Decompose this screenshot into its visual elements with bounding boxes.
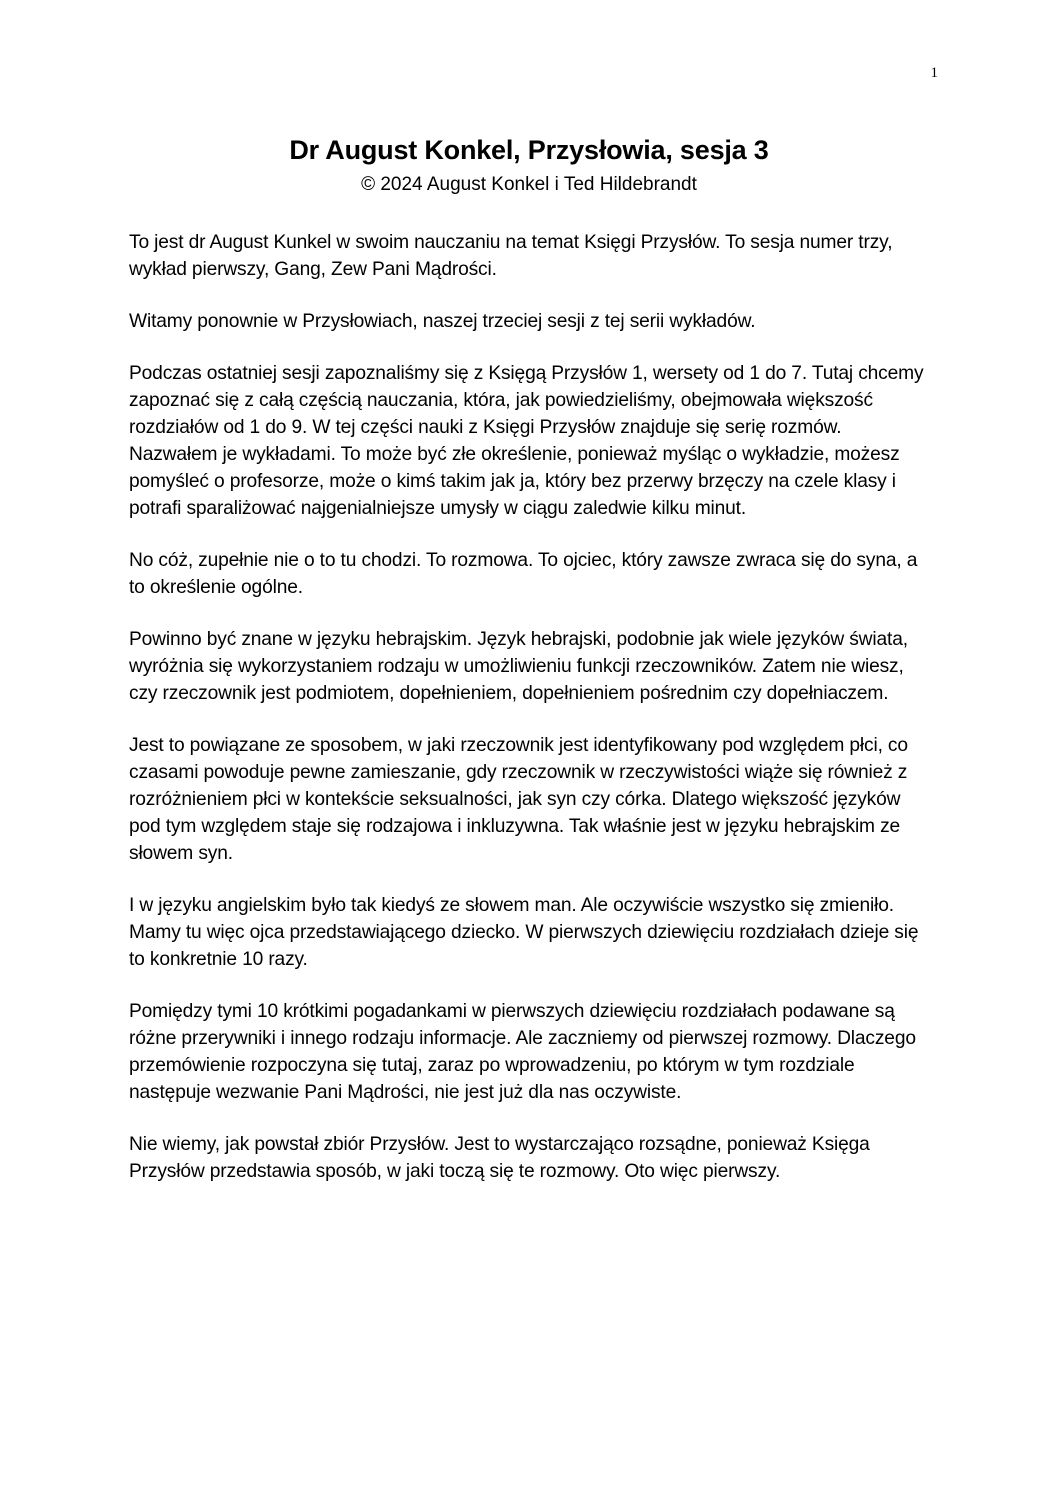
paragraph: Witamy ponownie w Przysłowiach, naszej trzeciej sesji z tej serii wykładów. — [129, 311, 756, 332]
document-title: Dr August Konkel, Przysłowia, sesja 3 — [289, 135, 769, 165]
page-number: 1 — [930, 65, 938, 81]
paragraph: Podczas ostatniej sesji zapoznaliśmy się z Księgą Przysłów 1, wersety od 1 do 7. Tutaj chcemy zapoznać się z całą częścią nauczania, która, jak powiedzieliśmy, obejmowała większość rozdziałów od 1 do 9. W tej części nauki z Księgi Przysłów znajduje się serię rozmów. Nazwałem je wykładami. To może być złe określenie, ponieważ myśląc o wykładzie, możesz pomyśleć o profesorze, może o kimś takim jak ja, który bez przerwy brzęczy na czele klasy i potrafi sparaliżować najgenialniejsze umysły w ciągu zaledwie kilku minut. — [129, 363, 924, 519]
paragraph: Pomiędzy tymi 10 krótkimi pogadankami w pierwszych dziewięciu rozdziałach podawane są różne przerywniki i innego rodzaju informacje. Ale zaczniemy od pierwszej rozmowy. Dlaczego przemówienie rozpoczyna się tutaj, zaraz po wprowadzeniu, po którym w tym rozdziale następuje wezwanie Pani Mądrości, nie jest już dla nas oczywiste. — [129, 1001, 916, 1103]
paragraph: No cóż, zupełnie nie o to tu chodzi. To rozmowa. To ojciec, który zawsze zwraca się do syna, a to określenie ogólne. — [129, 550, 918, 598]
document-body — [129, 229, 934, 1210]
paragraph: Nie wiemy, jak powstał zbiór Przysłów. Jest to wystarczająco rozsądne, ponieważ Księga Przysłów przedstawia sposób, w jaki toczą się te rozmowy. Oto więc pierwszy. — [129, 1134, 870, 1182]
paragraph: To jest dr August Kunkel w swoim nauczaniu na temat Księgi Przysłów. To sesja numer trzy, wykład pierwszy, Gang, Zew Pani Mądrości. — [129, 232, 893, 280]
paragraph: Jest to powiązane ze sposobem, w jaki rzeczownik jest identyfikowany pod względem płci, co czasami powoduje pewne zamieszanie, gdy rzeczownik w rzeczywistości wiąże się również z rozróżnieniem płci w kontekście seksualności, jak syn czy córka. Dlatego większość języków pod tym względem staje się rodzajowa i inkluzywna. Tak właśnie jest w języku hebrajskim ze słowem syn. — [129, 735, 908, 864]
paragraph: Powinno być znane w języku hebrajskim. Język hebrajski, podobnie jak wiele języków świata, wyróżnia się wykorzystaniem rodzaju w umożliwieniu funkcji rzeczowników. Zatem nie wiesz, czy rzeczownik jest podmiotem, dopełnieniem, dopełnieniem pośrednim czy dopełniaczem. — [129, 629, 908, 704]
paragraph: I w języku angielskim było tak kiedyś ze słowem man. Ale oczywiście wszystko się zmieniło. Mamy tu więc ojca przedstawiającego dziecko. W pierwszych dziewięciu rozdziałach dzieje się to konkretnie 10 razy. — [129, 895, 919, 970]
copyright-line: © 2024 August Konkel i Ted Hildebrandt — [361, 174, 697, 195]
